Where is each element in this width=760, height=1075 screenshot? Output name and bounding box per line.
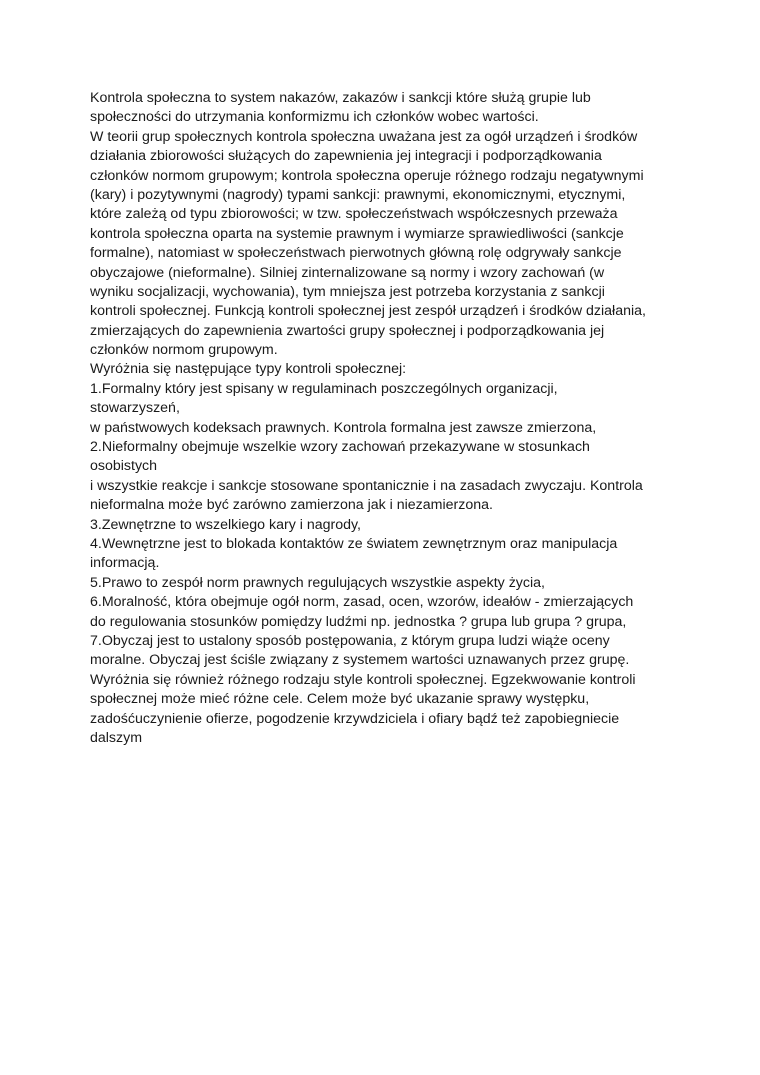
text-line: społecznej może mieć różne cele. Celem może być ukazanie sprawy występku, — [90, 691, 590, 708]
text-line: do regulowania stosunków pomiędzy ludźmi np. jednostka ? grupa lub grupa ? grupa, — [90, 613, 627, 630]
text-line: moralne. Obyczaj jest ściśle związany z systemem wartości uznawanych przez grupę. — [90, 652, 630, 669]
text-line: (kary) i pozytywnymi (nagrody) typami sankcji: prawnymi, ekonomicznymi, etycznymi, — [90, 186, 626, 203]
text-line: 3.Zewnętrzne to wszelkiego kary i nagrody, — [90, 516, 362, 533]
text-line: członków normom grupowym; kontrola społeczna operuje różnego rodzaju negatywnymi — [90, 167, 644, 184]
text-line: 2.Nieformalny obejmuje wszelkie wzory zachowań przekazywane w stosunkach — [90, 439, 590, 456]
text-line: wyniku socjalizacji, wychowania), tym mniejsza jest potrzeba korzystania z sankcji — [90, 283, 605, 300]
text-line: formalne), natomiast w społeczeństwach pierwotnych główną rolę odgrywały sankcje — [90, 245, 622, 262]
text-line: 4.Wewnętrzne jest to blokada kontaktów ze światem zewnętrznym oraz manipulacja — [90, 535, 618, 552]
text-line: członków normom grupowym. — [90, 342, 278, 359]
text-line: 5.Prawo to zespół norm prawnych regulujących wszystkie aspekty życia, — [90, 574, 545, 591]
text-line: 1.Formalny który jest spisany w regulaminach poszczególnych organizacji, — [90, 380, 558, 397]
text-line: zmierzających do zapewnienia zwartości grupy społecznej i podporządkowania jej — [90, 322, 605, 339]
text-line: które zależą od typu zbiorowości; w tzw. społeczeństwach współczesnych przeważa — [90, 206, 618, 223]
text-line: Kontrola społeczna to system nakazów, zakazów i sankcji które służą grupie lub — [90, 90, 591, 106]
text-line: obyczajowe (nieformalne). Silniej zinternalizowane są normy i wzory zachowań (w — [90, 264, 605, 281]
text-line: osobistych — [90, 458, 158, 475]
text-line: nieformalna może być zarówno zamierzona jak i niezamierzona. — [90, 497, 493, 514]
text-line: działania zbiorowości służących do zapewnienia jej integracji i podporządkowania — [90, 148, 602, 165]
text-line: zadośćuczynienie ofierze, pogodzenie krzywdziciela i ofiary bądź też zapobiegniecie — [90, 710, 620, 727]
text-line: społeczności do utrzymania konformizmu ich członków wobec wartości. — [90, 109, 539, 126]
text-line: W teorii grup społecznych kontrola społeczna uważana jest za ogół urządzeń i środków — [90, 128, 638, 145]
text-line: w państwowych kodeksach prawnych. Kontrola formalna jest zawsze zmierzona, — [90, 419, 597, 436]
text-line: kontroli społecznej. Funkcją kontroli społecznej jest zespół urządzeń i środków działania, — [90, 303, 646, 320]
text-line: Wyróżnia się następujące typy kontroli społecznej: — [90, 361, 407, 378]
text-line: kontrola społeczna oparta na systemie prawnym i wymiarze sprawiedliwości (sankcje — [90, 225, 624, 242]
text-line: Wyróżnia się również różnego rodzaju style kontroli społecznej. Egzekwowanie kontroli — [90, 671, 636, 688]
text-line: i wszystkie reakcje i sankcje stosowane spontanicznie i na zasadach zwyczaju. Kontrola — [90, 477, 643, 494]
text-line: dalszym — [90, 729, 143, 746]
text-line: stowarzyszeń, — [90, 400, 180, 417]
text-line: informacją. — [90, 555, 160, 572]
text-line: 7.Obyczaj jest to ustalony sposób postępowania, z którym grupa ludzi wiąże oceny — [90, 632, 610, 649]
text-line: 6.Moralność, która obejmuje ogół norm, zasad, ocen, wzorów, ideałów - zmierzających — [90, 594, 634, 611]
document-body — [90, 89, 680, 748]
